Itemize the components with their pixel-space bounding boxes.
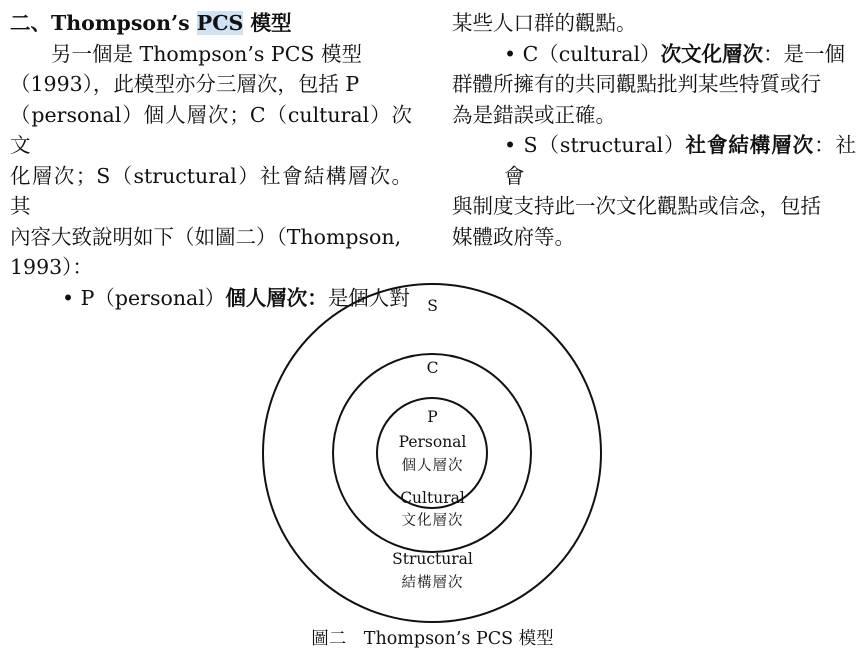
s-letter: S xyxy=(427,297,438,315)
structural-cn-label: 結構層次 xyxy=(401,575,464,591)
personal-cn-label: 個人層次 xyxy=(401,458,464,474)
right-column xyxy=(452,8,856,252)
cultural-line-2: 為是錯誤或正確。 xyxy=(452,102,616,127)
structural-line-1: 與制度支持此一次文化觀點或信念，包括 xyxy=(452,194,821,218)
pcs-diagram xyxy=(0,270,865,620)
bullet-personal-prefix: • P（personal） xyxy=(62,285,226,310)
bullet-cultural-text: ：是一個 xyxy=(763,41,846,66)
bullet-cultural-term: 次文化層次 xyxy=(660,41,764,66)
cultural-en-label: Cultural xyxy=(400,489,465,507)
bullet-personal-text: 是個人對 xyxy=(327,285,410,310)
para-line-5: 內容大致說明如下（如圖二）（Thompson, xyxy=(10,224,402,249)
cultural-line-1: 群體所擁有的共同觀點批判某些特質或行 xyxy=(452,72,821,96)
right-line-1: 某些人口群的觀點。 xyxy=(452,11,637,35)
heading-highlight: PCS xyxy=(196,11,244,35)
bullet-cultural-prefix: • C（cultural） xyxy=(504,41,661,66)
para-line-6: 1993）： xyxy=(10,255,93,279)
para-line-4: 化層次；S（structural）社會結構層次。其 xyxy=(10,163,412,218)
section-heading xyxy=(10,8,412,39)
bullet-cultural xyxy=(452,39,856,70)
heading-suffix: 模型 xyxy=(243,11,292,35)
p-letter: P xyxy=(427,408,438,426)
left-column xyxy=(10,8,412,313)
bullet-structural-text: ：社會 xyxy=(504,133,857,188)
para-line-3: （personal）個人層次；C（cultural）次文 xyxy=(10,102,412,157)
bullet-personal-term: 個人層次： xyxy=(225,285,328,310)
cultural-cn-label: 文化層次 xyxy=(401,513,464,529)
bullet-structural-prefix: • S（structural） xyxy=(504,133,686,157)
bullet-structural xyxy=(452,130,856,191)
structural-en-label: Structural xyxy=(392,550,473,568)
personal-en-label: Personal xyxy=(398,433,467,451)
bullet-structural-term: 社會結構層次 xyxy=(685,133,815,157)
heading-prefix: 二、Thompson’s xyxy=(10,11,197,35)
para-line-2: （1993），此模型亦分三層次，包括 P xyxy=(10,72,360,96)
structural-line-2: 媒體政府等。 xyxy=(452,224,575,249)
para-line-1: 另一個是 Thompson’s PCS 模型 xyxy=(51,41,362,66)
c-letter: C xyxy=(426,359,439,377)
figure-caption: 圖二 Thompson’s PCS 模型 xyxy=(311,629,554,649)
